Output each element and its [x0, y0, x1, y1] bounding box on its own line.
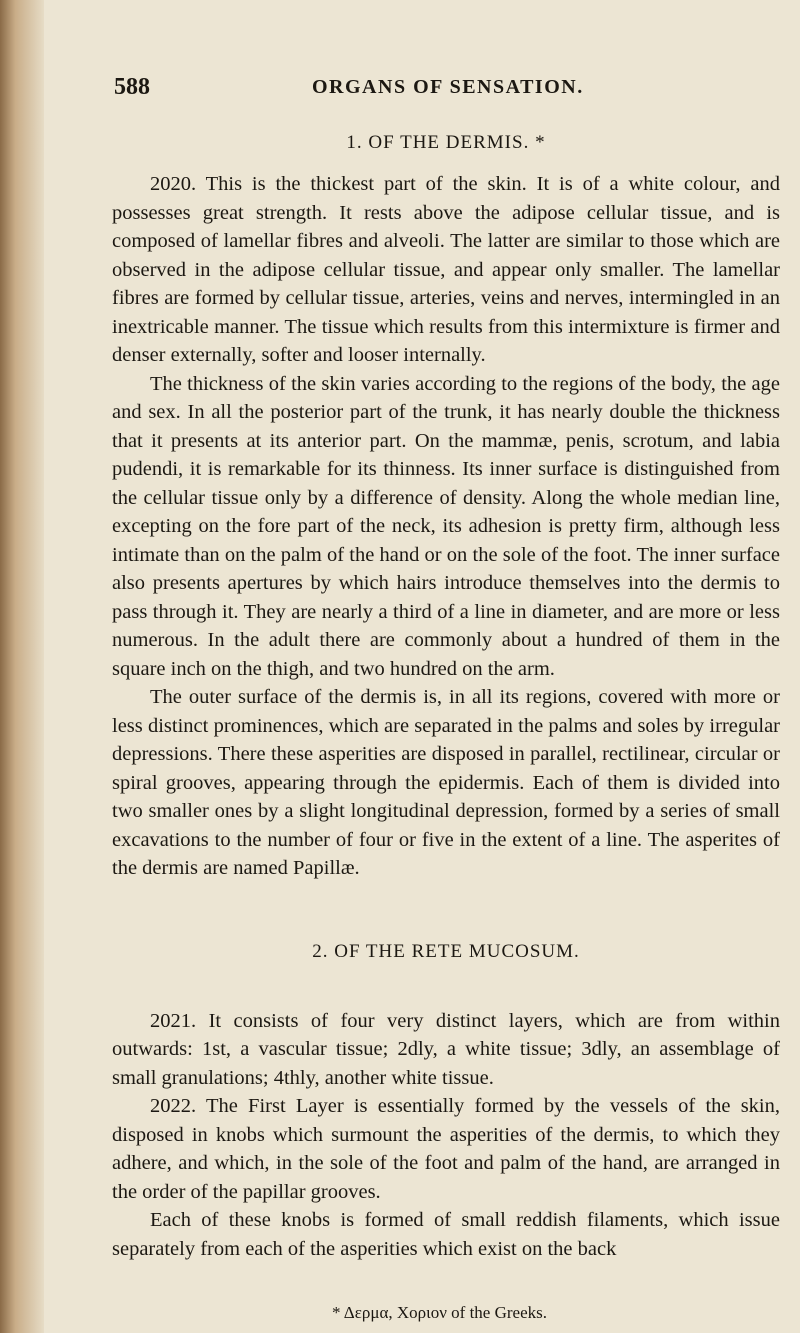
page-number: 588 — [114, 74, 150, 100]
page-edge-shadow — [0, 0, 44, 1333]
section-title-rete-mucosum: 2. OF THE RETE MUCOSUM. — [312, 940, 580, 962]
paragraph: Each of these knobs is formed of small reddish filaments, which issue separately from each of the asperities which exist on the back — [112, 1209, 780, 1260]
footnote: * Δερμα, Χοριον of the Greeks. — [332, 1303, 547, 1322]
paragraph: 2021. It consists of four very distinct layers, which are from within outwards: 1st, a vascular tissue; 2dly, a white tissue; 3dly, an assemblage of small granulations; 4thly, another white tissue. — [112, 1009, 780, 1089]
section-title-dermis: 1. OF THE DERMIS. * — [346, 132, 546, 153]
paragraph: 2020. This is the thickest part of the skin. It is of a white colour, and possesses great strength. It rests above the adipose cellular tissue, and is composed of lamellar fibres and alveoli. The latter are similar to those which are observed in the adipose cellular tissue, and appear only smaller. The lamellar fibres are formed by cellular tissue, arteries, veins and nerves, intermingled in an inextricable manner. The tissue which results from this intermixture is firmer and denser externally, softer and looser internally. — [112, 173, 780, 366]
paragraph: The outer surface of the dermis is, in all its regions, covered with more or less distinct prominences, which are separated in the palms and soles by irregular depressions. There these asperities are disposed in parallel, rectilinear, circular or spiral grooves, appearing through the epidermis. Each of them is divided into two smaller ones by a slight longitudinal depression, formed by a series of small excavations to the number of four or five in the extent of a line. The asperites of the dermis are named Papillæ. — [112, 686, 780, 879]
paragraph: The thickness of the skin varies according to the regions of the body, the age and sex. In all the posterior part of the trunk, it has nearly double the thickness that it presents at its anterior part. On the mammæ, penis, scrotum, and labia pudendi, it is remarkable for its thinness. Its inner surface is distinguished from the cellular tissue only by a difference of density. Along the whole median line, excepting on the fore part of the neck, its adhesion is pretty firm, although less intimate than on the palm of the hand or on the sole of the foot. The inner surface also presents apertures by which hairs introduce themselves into the dermis to pass through it. They are nearly a third of a line in diameter, and are more or less numerous. In the adult there are commonly about a hundred of them in the square inch on the thigh, and two hundred on the arm. — [112, 372, 780, 680]
paragraph: 2022. The First Layer is essentially formed by the vessels of the skin, disposed in knobs which surmount the asperities of the dermis, to which they adhere, and which, in the sole of the foot and palm of the hand, are arranged in the order of the papillar grooves. — [112, 1095, 780, 1203]
running-head: ORGANS OF SENSATION. — [312, 76, 584, 98]
page-header — [112, 70, 780, 110]
book-page — [112, 70, 780, 1323]
